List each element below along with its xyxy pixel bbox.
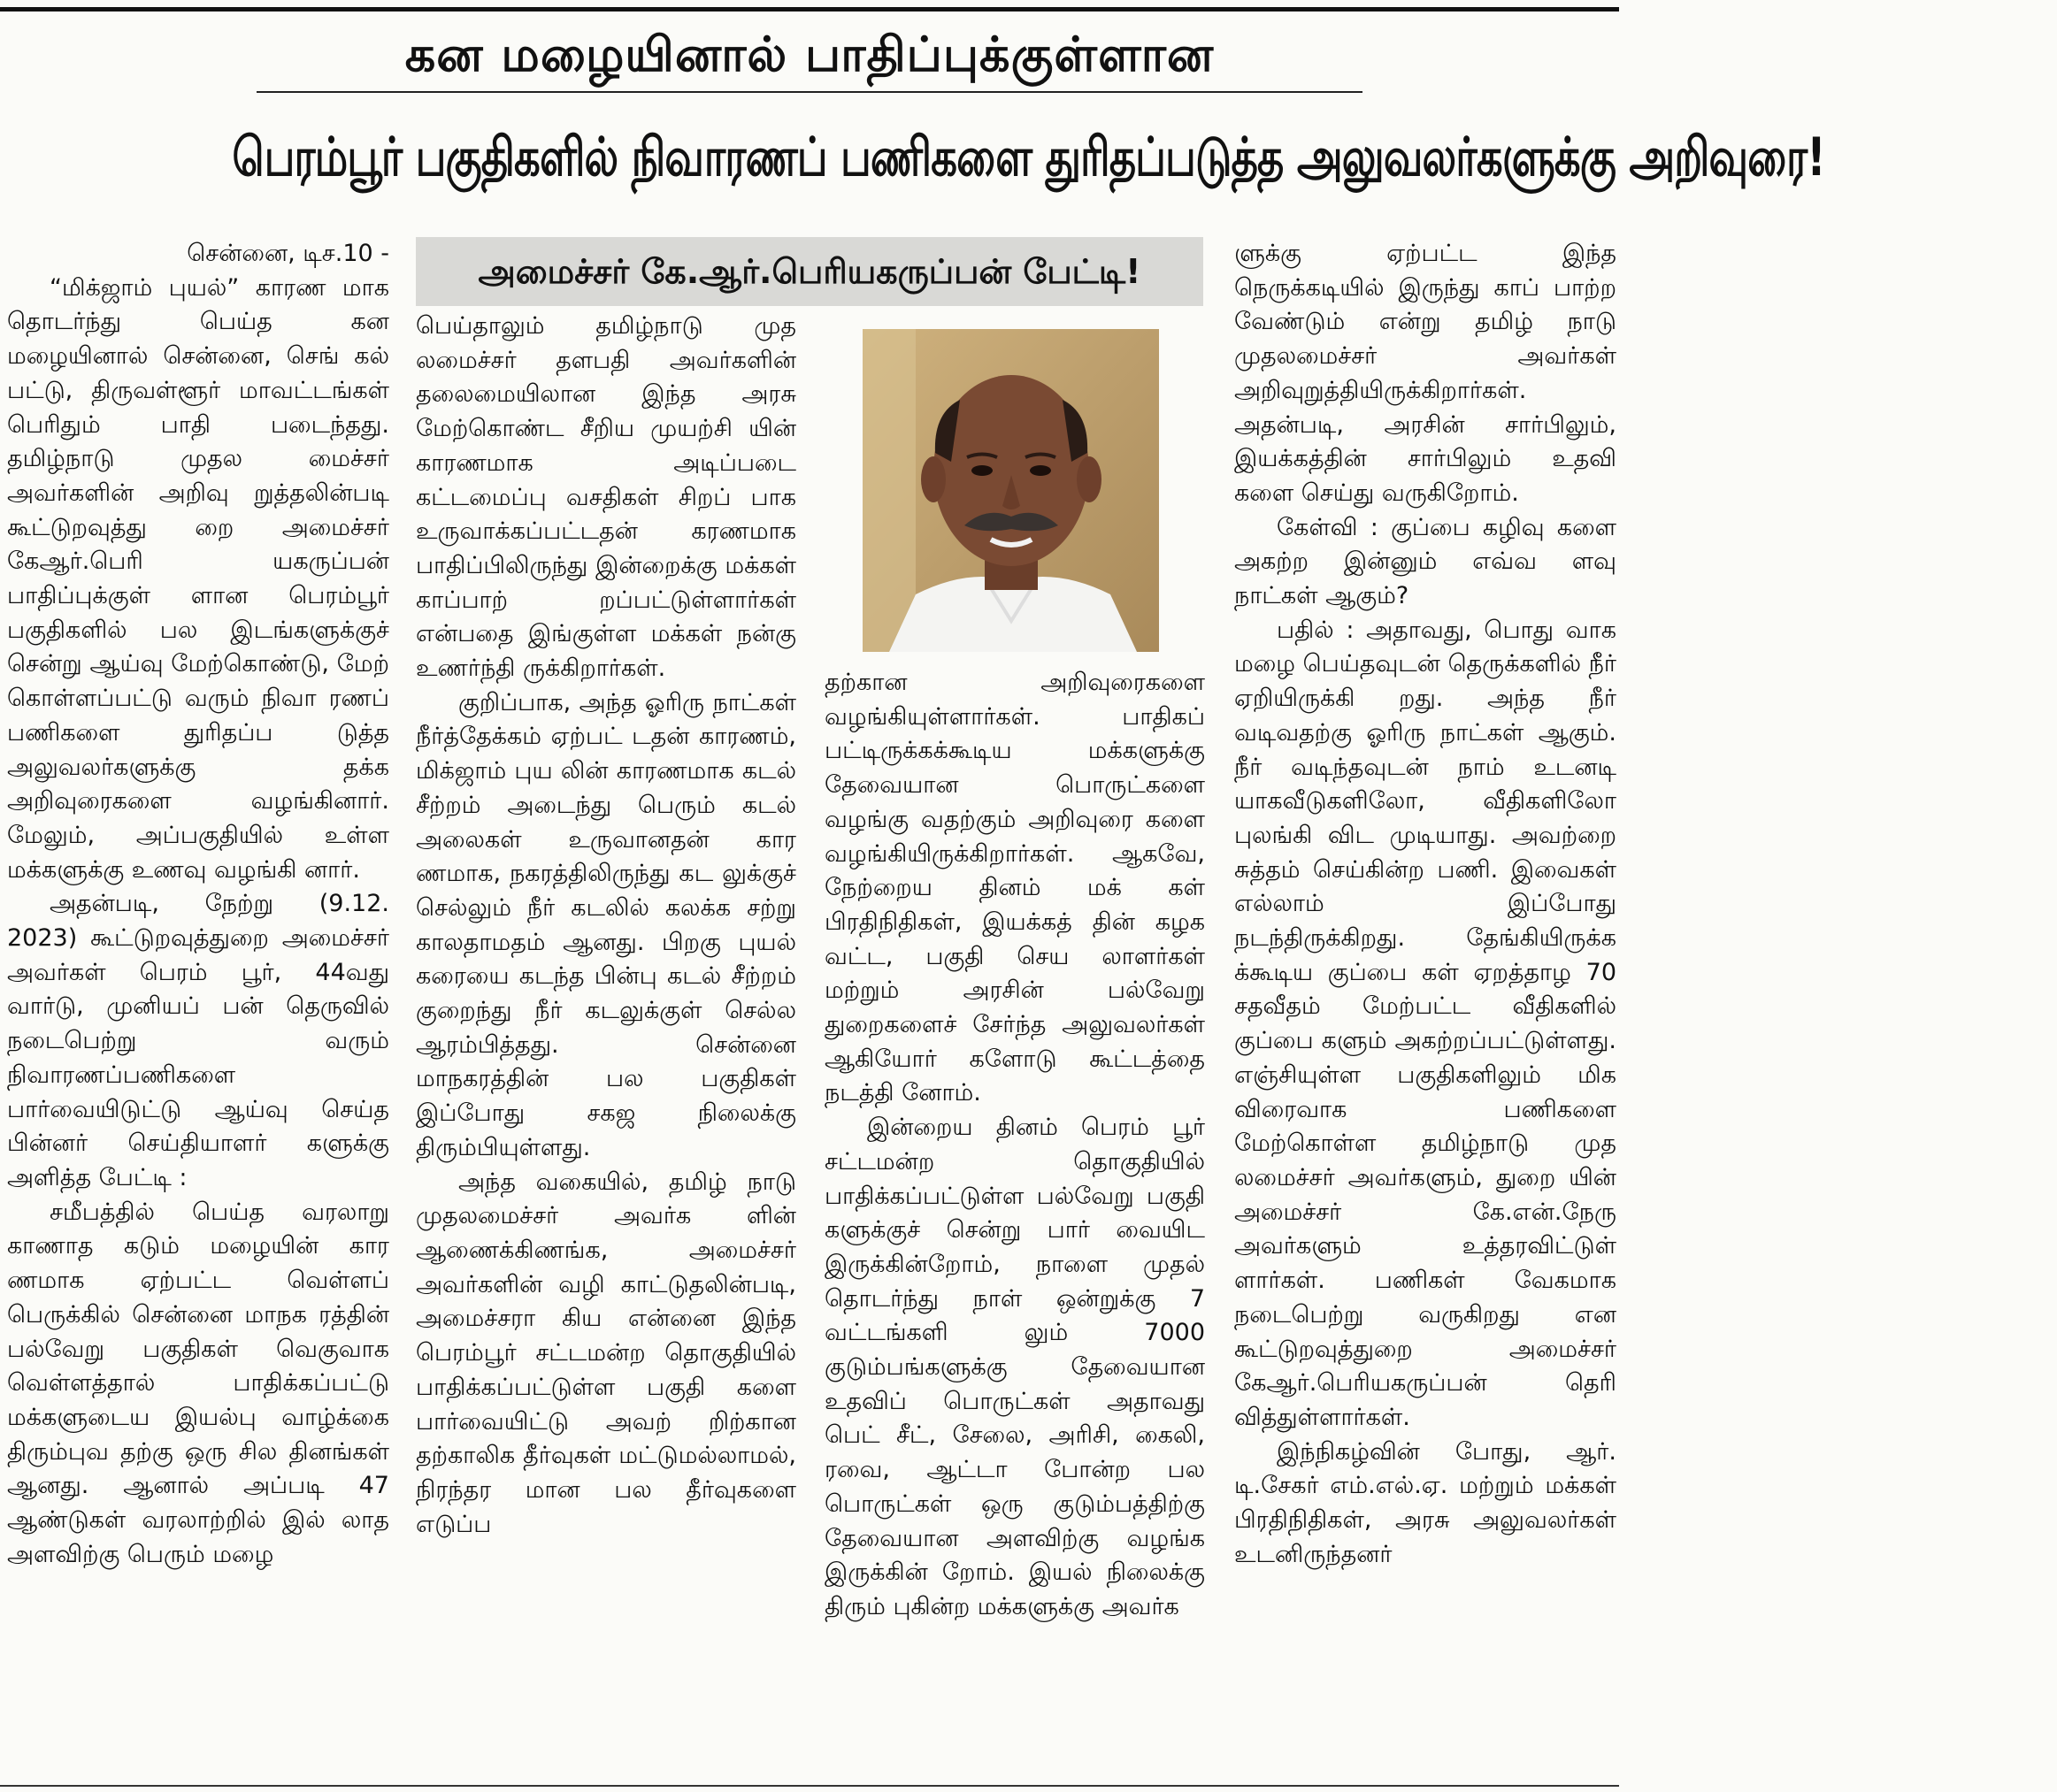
article-column-2 (416, 310, 796, 1787)
paragraph: இந்நிகழ்வின் போது, ஆர். டி.சேகர் எம்.எல்.ஏ. மற்றும் மக்கள் பிரதிநிதிகள், அரசு அலுவலர்கள் உடனிருந்தனர் (1234, 1437, 1616, 1568)
sub-headline: அமைச்சர் கே.ஆர்.பெரியகருப்பன் பேட்டி! (416, 237, 1203, 306)
paragraph: தற்கான அறிவுரைகளை வழங்கியுள்ளார்கள். பாதிகப் பட்டிருக்கக்கூடிய மக்களுக்கு தேவையான பொருட்களை வழங்கு வதற்கும் அறிவுரை களை வழங்கியிருக்கிறார்கள். ஆகவே, நேற்றைய தினம் மக் கள் பிரதிநிதிகள், இயக்கத் தின் கழக வட்ட, பகுதி செய லாளர்கள் மற்றும் அரசின் பல்வேறு துறைகளைச் சேர்ந்த அலுவலர்கள் ஆகியோர் களோடு கூட்டத்தை நடத்தி னோம். (825, 669, 1205, 1107)
main-headline: பெரம்பூர் பகுதிகளில் நிவாரணப் பணிகளை துரிதப்படுத்த அலுவலர்களுக்கு அறிவுரை! (232, 126, 1825, 188)
paragraph: ளுக்கு ஏற்பட்ட இந்த நெருக்கடியில் இருந்து காப் பாற்ற வேண்டும் என்று தமிழ் நாடு முதலமைச்சர் அவர்கள் அறிவுறுத்தியிருக்கிறார்கள். அதன்படி, அரசின் சார்பிலும், இயக்கத்தின் சார்பிலும் உதவி களை செய்து வருகிறோம். (1234, 240, 1616, 507)
paragraph: “மிக்ஜாம் புயல்” காரண மாக தொடர்ந்து பெய்த கன மழையினால் சென்னை, செங் கல் பட்டு, திருவள்ளூர் மாவட்டங்கள் பெரிதும் பாதி படைந்தது. தமிழ்நாடு முதல மைச்சர் அவர்களின் அறிவு றுத்தலின்படி கூட்டுறவுத்து றை அமைச்சர் கேஆர்.பெரி யகருப்பன் பாதிப்புக்குள் ளான பெரம்பூர் பகுதிகளில் பல இடங்களுக்குச் சென்று ஆய்வு மேற்கொண்டு, மேற் கொள்ளப்பட்டு வரும் நிவா ரணப் பணிகளை துரிதப்ப டுத்த அலுவலர்களுக்கு தக்க அறிவுரைகளை வழங்கினார். மேலும், அப்பகுதியில் உள்ள மக்களுக்கு உணவு வழங்கி னார். (7, 273, 389, 884)
paragraph: குறிப்பாக, அந்த ஓரிரு நாட்கள் நீர்த்தேக்கம் ஏற்பட் டதன் காரணம், மிக்ஜாம் புய லின் காரணமாக கடல் சீற்றம் அடைந்து பெரும் கடல் அலைகள் உருவானதன் கார ணமாக, நகரத்திலிருந்து கட லுக்குச் செல்லும் நீர் கடலில் கலக்க சற்று காலதாமதம் ஆனது. பிறகு புயல் கரையை கடந்த பின்பு கடல் சீற்றம் குறைந்து நீர் கடலுக்குள் செல்ல ஆரம்பித்தது. சென்னை மாநகரத்தின் பல பகுதிகள் இப்போது சகஜ நிலைக்கு திரும்பியுள்ளது. (416, 688, 796, 1161)
paragraph: அந்த வகையில், தமிழ் நாடு முதலமைச்சர் அவர்க ளின் ஆணைக்கிணங்க, அமைச்சர் அவர்களின் வழி காட்டுதலின்படி, அமைச்சரா கிய என்னை இந்த பெரம்பூர் சட்டமன்ற தொகுதியில் பாதிக்கப்பட்டுள்ள பகுதி களை பார்வையிட்டு அவற் றிற்கான தற்காலிக தீர்வுகள் மட்டுமல்லாமல், நிரந்தர மான பல தீர்வுகளை எடுப்ப (416, 1168, 796, 1538)
article-column-1 (7, 237, 389, 1785)
bottom-border-rule (0, 1785, 1619, 1787)
kicker-headline: கன மழையினால் பாதிப்புக்குள்ளான (404, 27, 1215, 82)
paragraph: அதன்படி, நேற்று (9.12. 2023) கூட்டுறவுத்துறை அமைச்சர் அவர்கள் பெரம் பூர், 44வது வார்டு, முனியப் பன் தெருவில் நடைபெற்று வரும் நிவாரணப்பணிகளை பார்வையிடுட்டு ஆய்வு செய்த பின்னர் செய்தியாளர் களுக்கு அளித்த பேட்டி : (7, 890, 389, 1191)
minister-portrait-photo (863, 329, 1159, 652)
paragraph: பதில் : அதாவது, பொது வாக மழை பெய்தவுடன் தெருக்களில் நீர் ஏறியிருக்கி றது. அந்த நீர் வடிவதற்கு ஓரிரு நாட்கள் ஆகும். நீர் வடிந்தவுடன் நாம் உடனடி யாகவீடுகளிலோ, வீதிகளிலோ புலங்கி விட முடியாது. அவற்றை சுத்தம் செய்கின்ற பணி. இவைகள் எல்லாம் இப்போது நடந்திருக்கிறது. தேங்கியிருக்க க்கூடிய குப்பை கள் ஏறத்தாழ 70 சதவீதம் மேற்பட்ட வீதிகளில் குப்பை களும் அகற்றப்பட்டுள்ளது. எஞ்சியுள்ள பகுதிகளிலும் மிக விரைவாக பணிகளை மேற்கொள்ள தமிழ்நாடு முத லமைச்சர் அவர்களும், துறை யின் அமைச்சர் கே.என்.நேரு அவர்களும் உத்தரவிட்டுள் ளார்கள். பணிகள் வேகமாக நடைபெற்று வருகிறது என கூட்டுறவுத்துறை அமைச்சர் கேஆர்.பெரியகருப்பன் தெரி வித்துள்ளார்கள். (1234, 616, 1616, 1431)
paragraph: சமீபத்தில் பெய்த வரலாறு காணாத கடும் மழையின் கார ணமாக ஏற்பட்ட வெள்ளப் பெருக்கில் சென்னை மாநக ரத்தின் பல்வேறு பகுதிகள் வெகுவாக வெள்ளத்தால் பாதிக்கப்பட்டு மக்களுடைய இயல்பு வாழ்க்கை திரும்புவ தற்கு ஒரு சில தினங்கள் ஆனது. ஆனால் அப்படி 47 ஆண்டுகள் வரலாற்றில் இல் லாத அளவிற்கு பெரும் மழை (7, 1198, 389, 1568)
top-border-rule (0, 0, 1619, 11)
paragraph: கேள்வி : குப்பை கழிவு களை அகற்ற இன்னும் எவ்வ ளவு நாட்கள் ஆகும்? (1234, 513, 1616, 610)
article-column-4 (1234, 237, 1616, 1785)
portrait-icon (863, 329, 1159, 652)
kicker-underline (257, 91, 1362, 93)
paragraph: இன்றைய தினம் பெரம் பூர் சட்டமன்ற தொகுதியில் பாதிக்கப்பட்டுள்ள பல்வேறு பகுதி களுக்குச் சென்று பார் வையிட இருக்கின்றோம், நாளை முதல் தொடர்ந்து நாள் ஒன்றுக்கு 7 வட்டங்களி லும் 7000 குடும்பங்களுக்கு தேவையான உதவிப் பொருட்கள் அதாவது பெட் சீட், சேலை, அரிசி, கைலி, ரவை, ஆட்டா போன்ற பல பொருட்கள் ஒரு குடும்பத்திற்கு தேவையான அளவிற்கு வழங்க இருக்கின் றோம். இயல் நிலைக்கு திரும் புகின்ற மக்களுக்கு அவர்க (825, 1114, 1205, 1620)
article-column-3 (825, 666, 1205, 1785)
dateline: சென்னை, டிச.10 - (187, 240, 389, 267)
paragraph: பெய்தாலும் தமிழ்நாடு முத லமைச்சர் தளபதி அவர்களின் தலைமையிலான இந்த அரசு மேற்கொண்ட சீறிய முயற்சி யின் காரணமாக அடிப்படை கட்டமைப்பு வசதிகள் சிறப் பாக உருவாக்கப்பட்டதன் கரணமாக பாதிப்பிலிருந்து இன்றைக்கு மக்கள் காப்பாற் றப்பட்டுள்ளார்கள் என்பதை இங்குள்ள மக்கள் நன்கு உணர்ந்தி ருக்கிறார்கள். (416, 312, 796, 683)
